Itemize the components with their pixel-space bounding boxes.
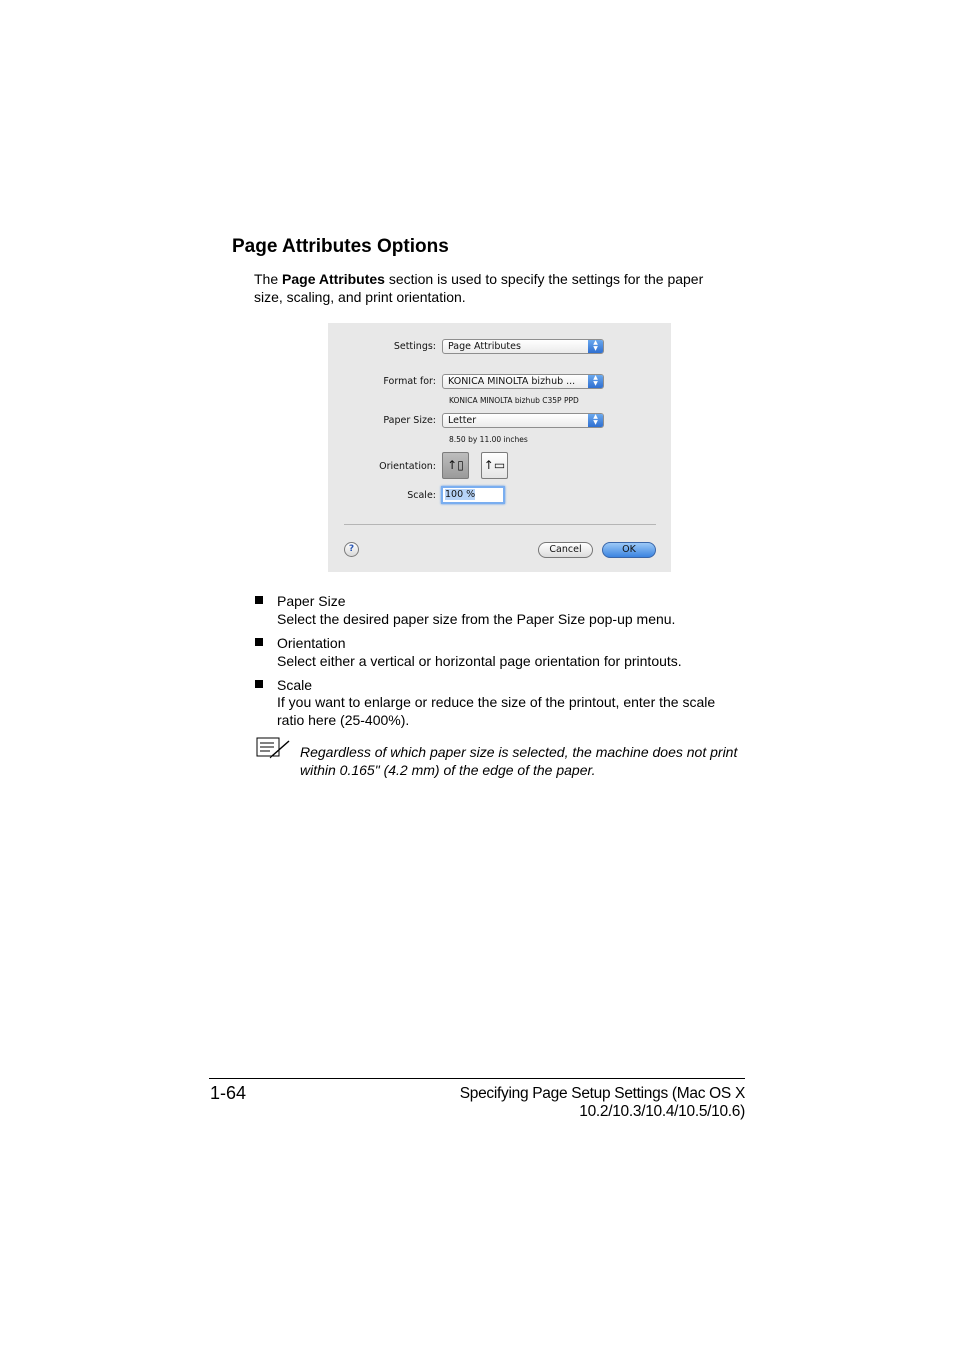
format-for-value: KONICA MINOLTA bizhub ... <box>448 376 576 387</box>
intro-text: The <box>254 271 283 287</box>
popup-arrows-icon: ▲ ▼ <box>588 340 603 353</box>
scale-input[interactable] <box>441 486 505 504</box>
bullet-marker <box>255 680 263 688</box>
orientation-label: Orientation: <box>379 461 436 472</box>
intro-bold-term: Page Attributes <box>282 271 385 287</box>
footer-title: Specifying Page Setup Settings (Mac OS X 10.2/10.3/10.4/10.5/10.6) <box>459 1085 745 1120</box>
bullet-marker <box>255 596 263 604</box>
settings-popup[interactable] <box>442 339 604 354</box>
bullet-title: Orientation <box>277 635 346 651</box>
landscape-orientation-button[interactable] <box>481 452 508 479</box>
paper-size-label: Paper Size: <box>383 415 436 426</box>
intro-text-rest: section is used to specify the settings for the paper size, scaling, and print orientation. <box>254 271 704 305</box>
note-text: Regardless of which paper size is selected, the machine does not print within 0.165" (4.2 mm) of the edge of the paper. <box>300 744 738 778</box>
popup-arrows-icon: ▲ ▼ <box>588 375 603 388</box>
section-title: Page Attributes Options <box>232 236 449 257</box>
format-for-popup[interactable] <box>442 374 604 389</box>
dialog-divider <box>344 524 656 525</box>
settings-label: Settings: <box>393 341 436 352</box>
format-subtitle: KONICA MINOLTA bizhub C35P PPD <box>449 396 579 405</box>
intro-paragraph <box>254 270 734 306</box>
paper-dimensions: 8.50 by 11.00 inches <box>449 435 528 444</box>
bullet-marker <box>255 638 263 646</box>
landscape-icon: ↑▭ <box>483 458 506 472</box>
bullet-description: If you want to enlarge or reduce the size of the printout, enter the scale ratio here (25-400%). <box>277 694 716 728</box>
bullet-description: Select either a vertical or horizontal page orientation for printouts. <box>277 653 682 669</box>
page-number: 1-64 <box>210 1083 247 1103</box>
ok-button[interactable]: OK <box>602 542 656 558</box>
format-for-label: Format for: <box>383 376 436 387</box>
page-setup-dialog <box>328 323 671 572</box>
note-icon <box>256 736 292 760</box>
settings-popup-value: Page Attributes <box>448 341 521 352</box>
footer-rule <box>209 1078 745 1079</box>
help-button[interactable]: ? <box>344 542 359 557</box>
scale-label: Scale: <box>407 490 436 501</box>
paper-size-value: Letter <box>448 415 477 426</box>
bullet-title: Paper Size <box>277 593 346 609</box>
popup-arrows-icon: ▲ ▼ <box>588 414 603 427</box>
portrait-orientation-button[interactable] <box>442 452 469 479</box>
portrait-icon: ↑▯ <box>447 458 464 472</box>
scale-value: 100 % <box>445 489 476 500</box>
bullet-description: Select the desired paper size from the Paper Size pop-up menu. <box>277 611 676 627</box>
bullet-title: Scale <box>277 677 313 693</box>
cancel-button[interactable]: Cancel <box>538 542 593 558</box>
paper-size-popup[interactable] <box>442 413 604 428</box>
